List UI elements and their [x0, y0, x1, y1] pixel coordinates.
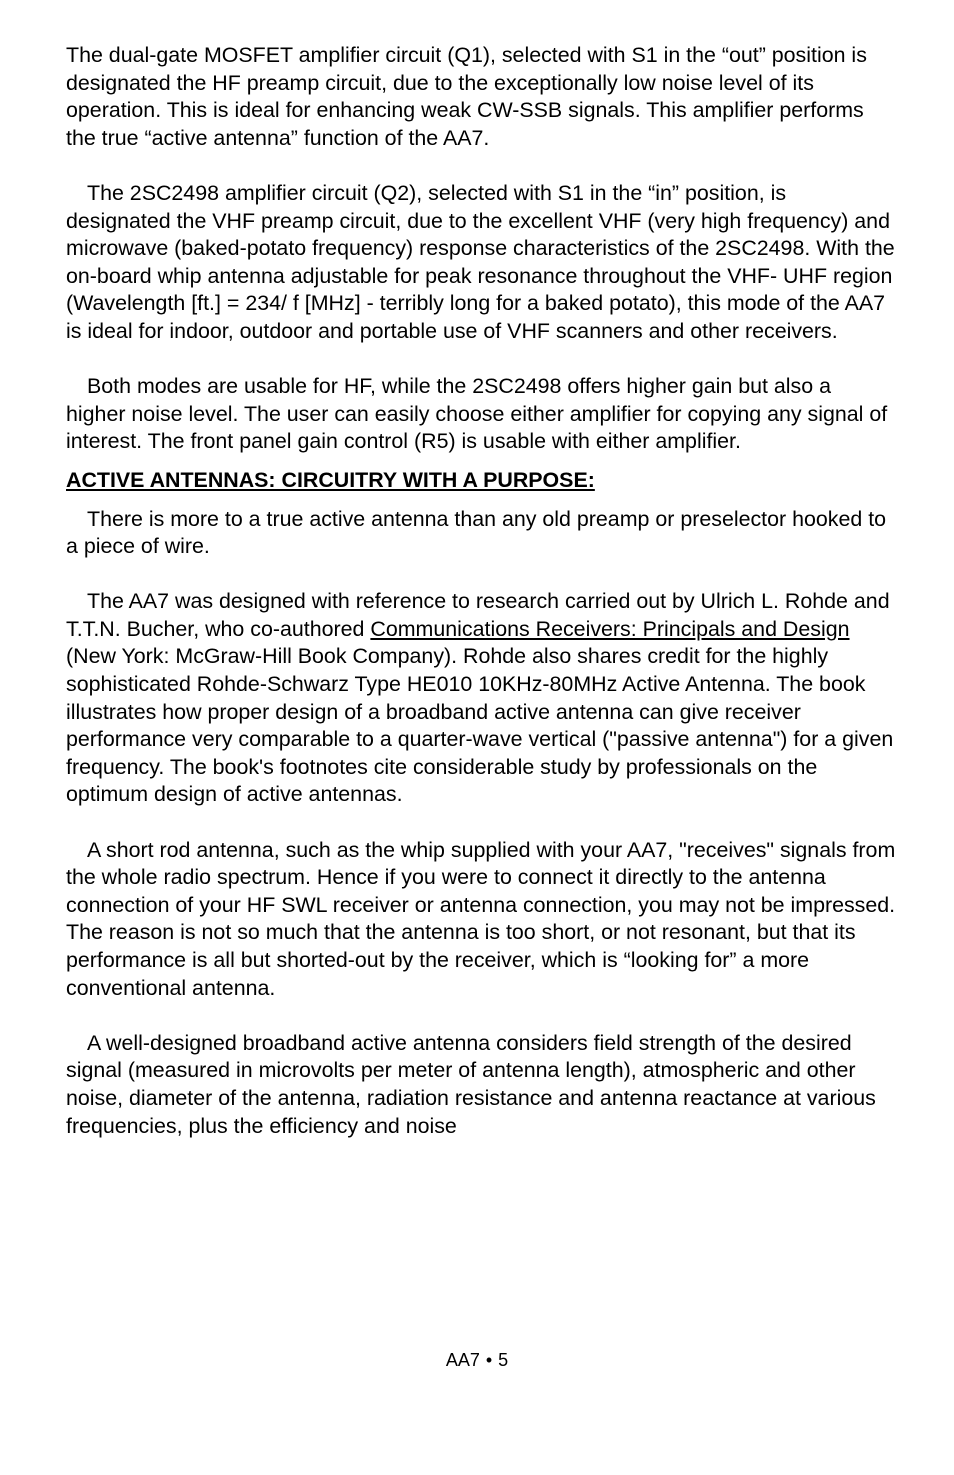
- body-paragraph: [66, 373, 896, 456]
- body-paragraph: [66, 1030, 896, 1140]
- text-run: There is more to a true active antenna than any old preamp or preselector hooked to a piece of wire.: [66, 506, 887, 559]
- text-run: A short rod antenna, such as the whip supplied with your AA7, "receives" signals from the whole radio spectrum. Hence if you were to connect it directly to the antenna connection of your HF SWL receiver or antenna connection, you may not be impressed. The reason is not so much that the antenna is too short, or not resonant, but that its performance is all but shorted-out by the receiver, which is “looking for” a more conventional antenna.: [66, 837, 896, 1000]
- body-paragraph: [66, 837, 896, 1003]
- page-number: 5: [498, 1350, 509, 1370]
- footer-label: AA7: [445, 1350, 480, 1370]
- body-paragraph: [66, 180, 896, 346]
- text-run: (New York: McGraw-Hill Book Company). Rohde also shares credit for the highly sophisticated Rohde-Schwarz Type HE010 10KHz-80MHz Active Antenna. The book illustrates how proper design of a broadband active antenna can give receiver performance very comparable to a quarter-wave vertical ("passive antenna") for a given frequency. The book's footnotes cite considerable study by professionals on the optimum design of active antennas.: [66, 644, 894, 807]
- text-run: A well-designed broadband active antenna considers field strength of the desired signal (measured in microvolts per meter of antenna length), atmospheric and other noise, diameter of the antenna, radiation resistance and antenna reactance at various frequencies, plus the efficiency and noise: [66, 1030, 876, 1138]
- body-paragraph: [66, 42, 896, 152]
- text-run: Both modes are usable for HF, while the 2SC2498 offers higher gain but also a higher noise level. The user can easily choose either amplifier for copying any signal of interest. The front panel gain control (R5) is usable with either amplifier.: [66, 374, 888, 454]
- page-footer: [0, 1349, 954, 1371]
- footer-separator: •: [485, 1350, 493, 1370]
- body-paragraph: [66, 588, 896, 809]
- book-title: Communications Receivers: Principals and Design: [370, 616, 850, 641]
- section-heading: [66, 467, 896, 495]
- text-run: The dual-gate MOSFET amplifier circuit (Q1), selected with S1 in the “out” position is designated the HF preamp circuit, due to the exceptionally low noise level of its operation. This is ideal for enhancing weak CW-SSB signals. This amplifier performs the true “active antenna” function of the AA7.: [66, 43, 867, 150]
- text-run: ACTIVE ANTENNAS: CIRCUITRY WITH A PURPOSE:: [66, 467, 595, 492]
- text-run: The 2SC2498 amplifier circuit (Q2), selected with S1 in the “in” position, is designated the VHF preamp circuit, due to the excellent VHF (very high frequency) and microwave (baked-potato frequency) response characteristics of the 2SC2498. With the on-board whip antenna adjustable for peak resonance throughout the VHF- UHF region (Wavelength [ft.] = 234/ f [MHz] - terribly long for a baked potato), this mode of the AA7 is ideal for indoor, outdoor and portable use of VHF scanners and other receivers.: [66, 180, 895, 343]
- body-paragraph: [66, 506, 896, 561]
- text-run: The AA7 was designed with reference to research carried out by Ulrich L. Rohde and T.T.N. Bucher, who co-authored: [66, 589, 890, 641]
- text-column: [66, 42, 896, 1168]
